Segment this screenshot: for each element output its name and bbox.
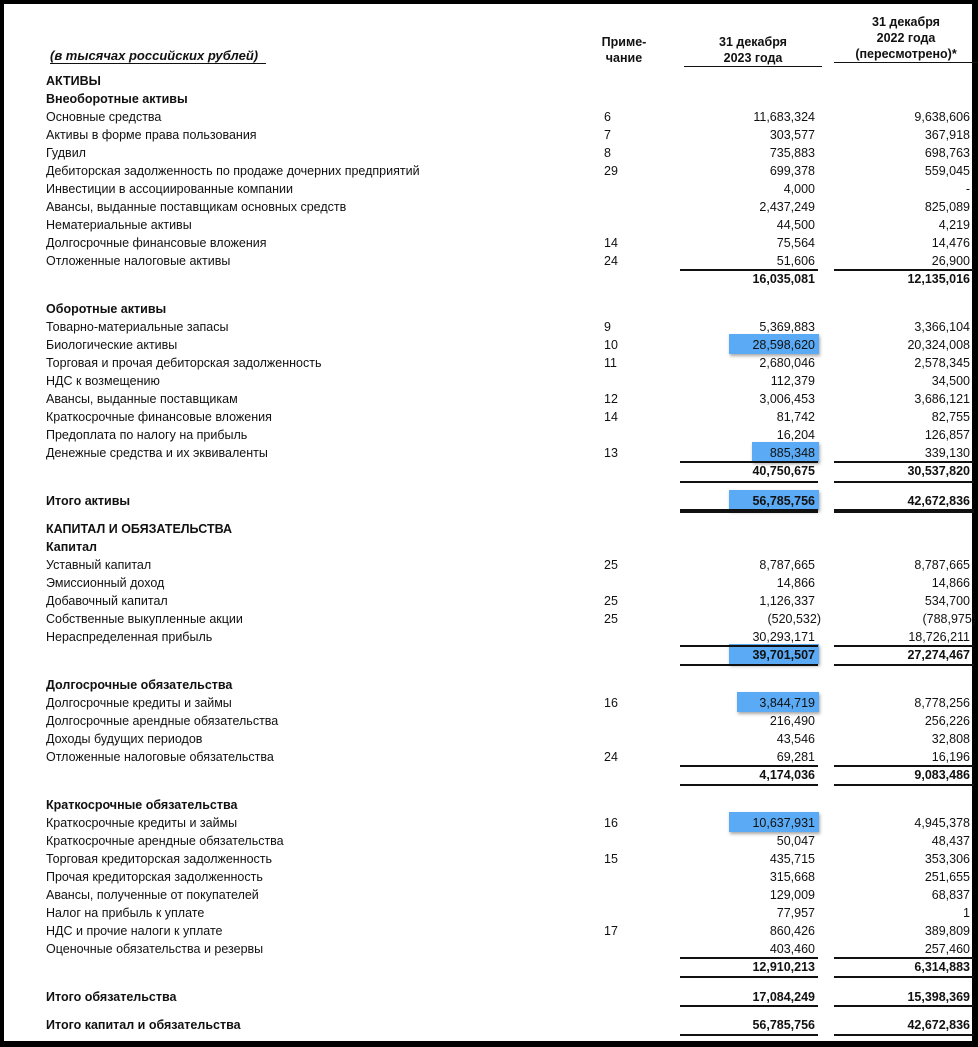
table-row: [4, 354, 972, 372]
subtotal-row: [4, 462, 972, 480]
value-2022: 3,366,104: [914, 320, 970, 334]
row-label: Собственные выкупленные акции: [46, 612, 243, 626]
value-2023: 40,750,675: [752, 464, 815, 478]
value-2023: 435,715: [769, 852, 815, 866]
value-2022: 32,808: [931, 732, 970, 746]
underline-rule: [834, 1034, 974, 1036]
value-2023: 39,701,507: [752, 648, 815, 662]
table-row: [4, 940, 972, 958]
table-row: [4, 610, 976, 628]
value-2023: 3,006,453: [759, 392, 815, 406]
value-2023: 56,785,756: [752, 1018, 815, 1032]
unit-caption: (в тысячах российских рублей): [50, 48, 266, 64]
row-label: НДС и прочие налоги к уплате: [46, 924, 223, 938]
table-row: [4, 628, 972, 646]
underline-rule: [680, 509, 818, 513]
row-label: Авансы, выданные поставщикам основных средств: [46, 200, 347, 214]
row-label: НДС к возмещению: [46, 374, 160, 388]
value-2022: 15,398,369: [907, 990, 970, 1004]
note-ref: 17: [604, 924, 618, 938]
underline-rule: [680, 461, 818, 463]
value-2022: 8,778,256: [914, 696, 970, 710]
note-ref: 8: [604, 146, 611, 160]
row-label: АКТИВЫ: [46, 74, 101, 88]
table-row: [4, 886, 972, 904]
value-2023: 17,084,249: [752, 990, 815, 1004]
value-2023: 129,009: [769, 888, 815, 902]
value-2022: 389,809: [924, 924, 970, 938]
underline-rule: [680, 269, 818, 271]
value-2022: 126,857: [924, 428, 970, 442]
row-label: Капитал: [46, 540, 97, 554]
subtotal-row: [4, 270, 972, 288]
total-row: [4, 1016, 972, 1034]
section-heading: [4, 300, 972, 318]
value-2022: 30,537,820: [907, 464, 970, 478]
value-2023: 43,546: [776, 732, 815, 746]
row-label: Долгосрочные обязательства: [46, 678, 233, 692]
row-label: Оборотные активы: [46, 302, 167, 316]
note-ref: 11: [604, 356, 617, 370]
value-2023: 56,785,756: [752, 494, 815, 508]
value-2023: 5,369,883: [759, 320, 815, 334]
row-label: Налог на прибыль к уплате: [46, 906, 205, 920]
row-label: Краткосрочные обязательства: [46, 798, 238, 812]
value-2023: 12,910,213: [752, 960, 815, 974]
table-row: [4, 832, 972, 850]
note-header-line: чание: [605, 51, 643, 65]
value-2022: 42,672,836: [907, 494, 970, 508]
row-label: Итого капитал и обязательства: [46, 1018, 241, 1032]
section-heading: [4, 538, 972, 556]
value-2022: 27,274,467: [907, 648, 970, 662]
row-label: Нематериальные активы: [46, 218, 192, 232]
value-2022: 68,837: [931, 888, 970, 902]
table-row: [4, 426, 972, 444]
table-row: [4, 144, 972, 162]
row-label: Долгосрочные финансовые вложения: [46, 236, 267, 250]
value-2022: 4,945,378: [914, 816, 970, 830]
value-2023: 112,379: [770, 374, 815, 388]
value-2023: 81,742: [776, 410, 815, 424]
underline-rule: [834, 784, 974, 786]
note-ref: 24: [604, 254, 618, 268]
value-2022: 34,500: [931, 374, 970, 388]
note-ref: 9: [604, 320, 611, 334]
row-label: Товарно-материальные запасы: [46, 320, 229, 334]
row-label: Нераспределенная прибыль: [46, 630, 213, 644]
section-heading: [4, 796, 972, 814]
column-header-2023: [684, 34, 822, 67]
row-label: КАПИТАЛ И ОБЯЗАТЕЛЬСТВА: [46, 522, 233, 536]
value-2023: 30,293,171: [752, 630, 815, 644]
balance-sheet-page: [4, 4, 976, 1041]
subtotal-row: [4, 646, 972, 664]
value-2022: 534,700: [924, 594, 970, 608]
row-label: Дебиторская задолженность по продаже дочерних предприятий: [46, 164, 420, 178]
value-2022: 8,787,665: [914, 558, 970, 572]
value-2023: 75,564: [776, 236, 815, 250]
section-heading: [4, 90, 972, 108]
value-2023: 1,126,337: [759, 594, 815, 608]
value-2022: 257,460: [924, 942, 970, 956]
row-label: Активы в форме права пользования: [46, 128, 257, 142]
table-row: [4, 574, 972, 592]
total-row: [4, 492, 972, 510]
table-row: [4, 216, 972, 234]
row-label: Итого обязательства: [46, 990, 177, 1004]
note-ref: 6: [604, 110, 611, 124]
value-2023: 14,866: [776, 576, 815, 590]
row-label: Краткосрочные арендные обязательства: [46, 834, 284, 848]
row-label: Отложенные налоговые активы: [46, 254, 231, 268]
table-row: [4, 904, 972, 922]
underline-rule: [680, 481, 818, 483]
value-2023: 4,000: [783, 182, 815, 196]
value-2022: 4,219: [938, 218, 970, 232]
note-ref: 24: [604, 750, 618, 764]
underline-rule: [680, 1034, 818, 1036]
note-ref: 15: [604, 852, 618, 866]
value-2023: 4,174,036: [759, 768, 815, 782]
row-label: Долгосрочные кредиты и займы: [46, 696, 232, 710]
value-2023: 10,637,931: [752, 816, 815, 830]
total-row: [4, 988, 972, 1006]
subtotal-row: [4, 766, 972, 784]
value-2022: 26,900: [931, 254, 970, 268]
value-2022: 42,672,836: [907, 1018, 970, 1032]
table-row: [4, 592, 972, 610]
value-2022: 48,437: [931, 834, 970, 848]
table-row: [4, 814, 972, 832]
table-row: [4, 730, 972, 748]
value-2022: 3,686,121: [914, 392, 970, 406]
value-2023: 860,426: [769, 924, 815, 938]
underline-rule: [834, 461, 974, 463]
value-2023: 216,490: [769, 714, 815, 728]
value-2022: 9,638,606: [914, 110, 970, 124]
note-ref: 14: [604, 410, 618, 424]
table-row: [4, 318, 972, 336]
section-heading: [4, 520, 972, 538]
note-ref: 16: [604, 816, 618, 830]
value-2023: (520,532): [767, 612, 821, 626]
value-2022: 18,726,211: [908, 630, 970, 644]
underline-rule: [834, 509, 974, 513]
value-2022: 256,226: [924, 714, 970, 728]
underline-rule: [680, 765, 818, 767]
underline-rule: [680, 645, 818, 647]
col-2022-header-line: 2022 года: [876, 31, 936, 45]
note-ref: 10: [604, 338, 618, 352]
row-label: Оценочные обязательства и резервы: [46, 942, 264, 956]
row-label: Гудвил: [46, 146, 86, 160]
table-row: [4, 712, 972, 730]
row-label: Краткосрочные кредиты и займы: [46, 816, 238, 830]
note-ref: 29: [604, 164, 618, 178]
underline-rule: [834, 976, 974, 978]
value-2022: 559,045: [924, 164, 970, 178]
underline-rule: [834, 664, 974, 666]
section-heading: [4, 72, 972, 90]
table-row: [4, 180, 972, 198]
row-label: Краткосрочные финансовые вложения: [46, 410, 272, 424]
value-2022: 16,196: [931, 750, 970, 764]
value-2023: 16,204: [776, 428, 815, 442]
underline-rule: [834, 481, 974, 483]
value-2022: 14,476: [931, 236, 970, 250]
value-2022: -: [965, 182, 970, 196]
row-label: Добавочный капитал: [46, 594, 168, 608]
table-row: [4, 408, 972, 426]
row-label: Торговая кредиторская задолженность: [46, 852, 273, 866]
row-label: Авансы, выданные поставщикам: [46, 392, 238, 406]
table-row: [4, 108, 972, 126]
note-ref: 12: [604, 392, 618, 406]
value-2023: 51,606: [776, 254, 815, 268]
table-row: [4, 390, 972, 408]
table-row: [4, 694, 972, 712]
value-2022: 251,655: [924, 870, 970, 884]
col-2022-header-line: (пересмотрено)*: [855, 47, 957, 61]
table-row: [4, 850, 972, 868]
row-label: Прочая кредиторская задолженность: [46, 870, 263, 884]
column-header-2022: [834, 14, 978, 63]
underline-rule: [834, 269, 974, 271]
underline-rule: [680, 784, 818, 786]
note-ref: 25: [604, 612, 618, 626]
table-row: [4, 868, 972, 886]
value-2022: 367,918: [924, 128, 970, 142]
value-2023: 2,680,046: [759, 356, 815, 370]
row-label: Доходы будущих периодов: [46, 732, 203, 746]
table-row: [4, 748, 972, 766]
col-2023-header-line: 31 декабря: [719, 35, 787, 49]
table-row: [4, 922, 972, 940]
value-2022: 9,083,486: [914, 768, 970, 782]
value-2023: 885,348: [769, 446, 815, 460]
value-2023: 28,598,620: [752, 338, 815, 352]
note-column-header: [589, 34, 659, 66]
table-row: [4, 444, 972, 462]
value-2022: (788,975): [922, 612, 976, 626]
underline-rule: [680, 957, 818, 959]
table-row: [4, 336, 972, 354]
value-2022: 20,324,008: [907, 338, 970, 352]
row-label: Долгосрочные арендные обязательства: [46, 714, 279, 728]
value-2023: 11,683,324: [753, 110, 815, 124]
note-ref: 13: [604, 446, 618, 460]
section-heading: [4, 676, 972, 694]
value-2023: 77,957: [776, 906, 815, 920]
value-2022: 2,578,345: [914, 356, 970, 370]
col-2022-header-line: 31 декабря: [872, 15, 940, 29]
table-row: [4, 198, 972, 216]
value-2023: 303,577: [769, 128, 815, 142]
table-row: [4, 126, 972, 144]
value-2023: 699,378: [769, 164, 815, 178]
value-2022: 339,130: [924, 446, 970, 460]
value-2022: 14,866: [931, 576, 970, 590]
value-2023: 16,035,081: [752, 272, 815, 286]
value-2023: 44,500: [776, 218, 815, 232]
row-label: Уставный капитал: [46, 558, 152, 572]
note-ref: 7: [604, 128, 611, 142]
underline-rule: [680, 1005, 818, 1007]
row-label: Эмиссионный доход: [46, 576, 165, 590]
value-2023: 69,281: [776, 750, 815, 764]
row-label: Предоплата по налогу на прибыль: [46, 428, 248, 442]
table-row: [4, 234, 972, 252]
underline-rule: [834, 957, 974, 959]
col-2023-header-line: 2023 года: [723, 51, 783, 65]
note-ref: 25: [604, 558, 618, 572]
value-2022: 825,089: [924, 200, 970, 214]
row-label: Денежные средства и их эквиваленты: [46, 446, 268, 460]
table-row: [4, 252, 972, 270]
underline-rule: [680, 664, 818, 666]
row-label: Биологические активы: [46, 338, 178, 352]
value-2023: 8,787,665: [759, 558, 815, 572]
value-2023: 735,883: [769, 146, 815, 160]
row-label: Инвестиции в ассоциированные компании: [46, 182, 293, 196]
underline-rule: [834, 1005, 974, 1007]
value-2022: 1: [963, 906, 970, 920]
value-2023: 2,437,249: [759, 200, 815, 214]
row-label: Основные средства: [46, 110, 162, 124]
value-2023: 50,047: [776, 834, 815, 848]
value-2022: 6,314,883: [914, 960, 970, 974]
underline-rule: [834, 645, 974, 647]
table-row: [4, 556, 972, 574]
value-2022: 82,755: [931, 410, 970, 424]
value-2023: 3,844,719: [759, 696, 815, 710]
table-row: [4, 372, 972, 390]
value-2023: 315,668: [769, 870, 815, 884]
value-2022: 698,763: [924, 146, 970, 160]
underline-rule: [834, 765, 974, 767]
value-2022: 353,306: [924, 852, 970, 866]
row-label: Авансы, полученные от покупателей: [46, 888, 259, 902]
row-label: Итого активы: [46, 494, 131, 508]
note-ref: 16: [604, 696, 618, 710]
subtotal-row: [4, 958, 972, 976]
row-label: Внеоборотные активы: [46, 92, 188, 106]
row-label: Отложенные налоговые обязательства: [46, 750, 274, 764]
note-ref: 14: [604, 236, 618, 250]
value-2022: 12,135,016: [907, 272, 970, 286]
value-2023: 403,460: [769, 942, 815, 956]
table-row: [4, 162, 972, 180]
row-label: Торговая и прочая дебиторская задолженность: [46, 356, 322, 370]
underline-rule: [680, 976, 818, 978]
note-ref: 25: [604, 594, 618, 608]
note-header-line: Приме-: [601, 35, 647, 49]
